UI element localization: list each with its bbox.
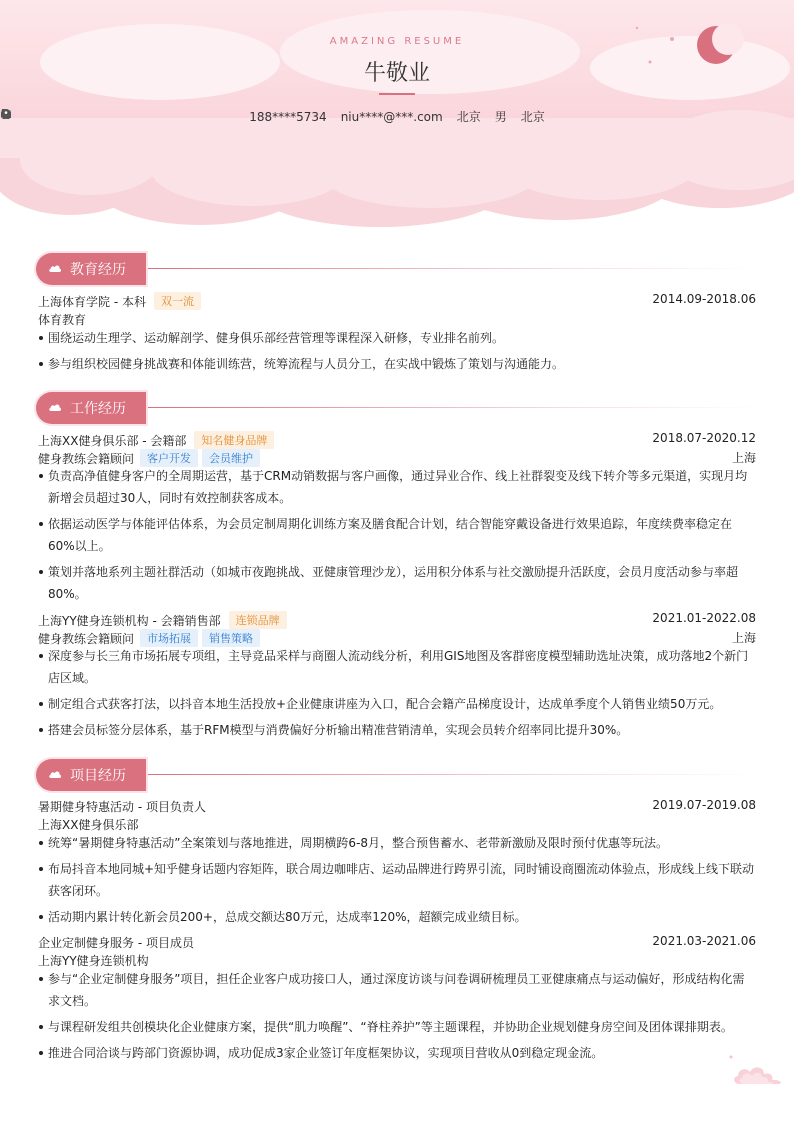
- work-section-badge: [36, 392, 146, 424]
- project-date: 2019.07-2019.08: [652, 798, 756, 812]
- list-item: 推进合同洽谈与跨部门资源协调，成功促成3家企业签订年度框架协议，实现项目营收从0到稳定现金流。: [38, 1042, 756, 1064]
- skill-tag: 客户开发: [140, 449, 198, 467]
- education-major-row: [38, 311, 756, 328]
- company-tag: 连锁品牌: [229, 611, 287, 629]
- list-item: 负责高净值健身客户的全周期运营，基于CRM动销数据与客户画像，通过异业合作、线上社群裂变及线下转介等多元渠道，实现月均新增会员超过30人，同时有效控制获客成本。: [38, 465, 756, 509]
- education-bullets: [38, 327, 756, 379]
- list-item: 活动期内累计转化新会员200+，总成交额达80万元，达成率120%，超额完成业绩目标。: [38, 906, 756, 928]
- project-entry-2-header: [38, 934, 756, 951]
- section-divider: [148, 407, 758, 408]
- cloud-icon: [48, 402, 62, 412]
- list-item: 策划并落地系列主题社群活动（如城市夜跑挑战、亚健康管理沙龙），运用积分体系与社交激励提升活跃度，会员月度活动参与率超80%。: [38, 561, 756, 605]
- education-section-badge: [36, 253, 146, 285]
- resume-header: [0, 0, 794, 232]
- residence-city: 北京: [456, 110, 481, 124]
- work-location: 上海: [731, 631, 756, 645]
- project-organization: 上海YY健身连锁机构: [38, 954, 149, 968]
- school-tag: 双一流: [154, 292, 201, 310]
- project-name-role: 企业定制健身服务 - 项目成员: [38, 936, 194, 950]
- phone-number: 188****5734: [249, 109, 327, 124]
- work-section-header: [36, 392, 736, 424]
- work-date: 2018.07-2020.12: [652, 431, 756, 445]
- work-entry-1-bullets: [38, 465, 756, 609]
- list-item: 搭建会员标签分层体系，基于RFM模型与消费偏好分析输出精准营销清单，实现会员转介绍率同比提升30%。: [38, 719, 756, 741]
- decorative-cloud-icon: [728, 1054, 786, 1086]
- education-section-title: 教育经历: [70, 262, 126, 278]
- list-item: 深度参与长三角市场拓展专项组，主导竞品采样与商圈人流动线分析，利用GIS地图及客群密度模型辅助选址决策，成功落地2个新门店区域。: [38, 645, 756, 689]
- list-item: 布局抖音本地同城+知乎健身话题内容矩阵，联合周边咖啡店、运动品牌进行跨界引流，同时铺设商圈流动体验点，形成线上线下联动获客闭环。: [38, 858, 756, 902]
- company-tag: 知名健身品牌: [194, 431, 274, 449]
- company-department: 上海YY健身连锁机构 - 会籍销售部: [38, 613, 221, 628]
- section-divider: [148, 268, 758, 269]
- work-location: 上海: [731, 451, 756, 465]
- list-item: 参与组织校园健身挑战赛和体能训练营，统筹流程与人员分工，在实战中锻炼了策划与沟通能力。: [38, 353, 756, 375]
- cloud-icon: [48, 263, 62, 273]
- work-entry-1-header: [38, 431, 756, 449]
- project-entry-1-org-row: [38, 816, 756, 833]
- project-entry-1-bullets: [38, 832, 756, 932]
- gender: 男: [494, 110, 507, 124]
- education-section-header: [36, 253, 736, 285]
- projects-section-title: 项目经历: [70, 768, 126, 784]
- candidate-name: 牛敬业: [363, 61, 430, 86]
- project-organization: 上海XX健身俱乐部: [38, 818, 139, 832]
- contact-phone: [249, 108, 326, 125]
- contact-residence: [457, 108, 481, 125]
- list-item: 参与“企业定制健身服务”项目，担任企业客户成功接口人，通过深度访谈与问卷调研梳理员工亚健康痛点与运动偏好，形成结构化需求文档。: [38, 968, 756, 1012]
- skill-tag: 销售策略: [202, 629, 260, 647]
- work-section-title: 工作经历: [70, 401, 126, 417]
- list-item: 与课程研发组共创模块化企业健康方案，提供“肌力唤醒”、“脊柱养护”等主题课程，并协助企业规划健身房空间及团体课排期表。: [38, 1016, 756, 1038]
- location-pin-icon: [0, 108, 12, 120]
- name-underline: [379, 93, 415, 95]
- skill-tag: 市场拓展: [140, 629, 198, 647]
- contact-email: [341, 108, 443, 125]
- cloud-icon: [48, 769, 62, 779]
- contact-gender: [495, 108, 507, 125]
- list-item: 统筹“暑期健身特惠活动”全案策划与落地推进，周期横跨6-8月，整合预售蓄水、老带新激励及限时预付优惠等玩法。: [38, 832, 756, 854]
- section-divider: [148, 774, 758, 775]
- contact-location: [521, 108, 545, 125]
- contact-info: [0, 108, 794, 125]
- project-entry-1-header: [38, 798, 756, 815]
- job-title: 健身教练会籍顾问: [38, 451, 135, 466]
- list-item: 围绕运动生理学、运动解剖学、健身俱乐部经营管理等课程深入研修，专业排名前列。: [38, 327, 756, 349]
- project-entry-2-bullets: [38, 968, 756, 1068]
- list-item: 依据运动医学与体能评估体系，为会员定制周期化训练方案及膳食配合计划，结合智能穿戴设备进行效果追踪，年度续费率稳定在60%以上。: [38, 513, 756, 557]
- skill-tag: 会员维护: [202, 449, 260, 467]
- resume-tagline: AMAZING RESUME: [329, 36, 465, 47]
- work-date: 2021.01-2022.08: [652, 611, 756, 625]
- projects-section-header: [36, 759, 736, 791]
- work-entry-2-bullets: [38, 645, 756, 745]
- projects-section-badge: [36, 759, 146, 791]
- education-entry-header: [38, 292, 756, 310]
- project-date: 2021.03-2021.06: [652, 934, 756, 948]
- email-address: niu****@***.com: [340, 109, 443, 124]
- job-title: 健身教练会籍顾问: [38, 631, 135, 646]
- work-entry-2-header: [38, 611, 756, 629]
- company-department: 上海XX健身俱乐部 - 会籍部: [38, 433, 187, 448]
- education-date: 2014.09-2018.06: [652, 292, 756, 306]
- project-name-role: 暑期健身特惠活动 - 项目负责人: [38, 800, 206, 814]
- major: 体育教育: [38, 313, 87, 327]
- location-city: 北京: [520, 110, 545, 124]
- project-entry-2-org-row: [38, 952, 756, 969]
- school-degree: 上海体育学院 - 本科: [38, 294, 146, 309]
- list-item: 制定组合式获客打法，以抖音本地生活投放+企业健康讲座为入口，配合会籍产品梯度设计，达成单季度个人销售业绩50万元。: [38, 693, 756, 715]
